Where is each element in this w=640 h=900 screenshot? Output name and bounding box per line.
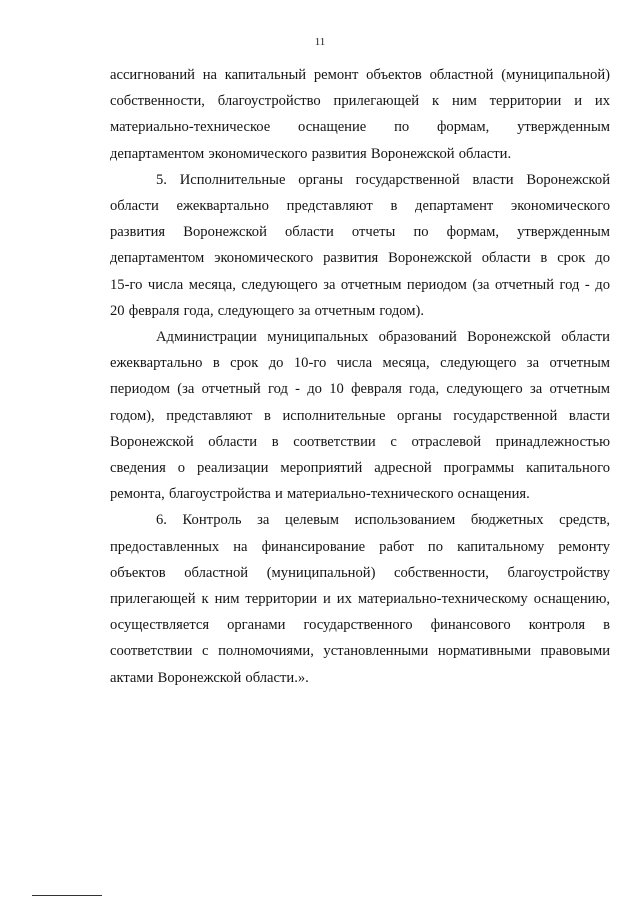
paragraph-item-6 — [110, 507, 610, 690]
text-line: осуществляется органами государственного финансового контроля в — [110, 617, 610, 634]
text-line: годом), представляют в исполнительные органы государственной власти — [110, 407, 610, 424]
text-line: 5. Исполнительные органы государственной власти Воронежской — [156, 171, 610, 188]
text-line: Воронежской области в соответствии с отраслевой принадлежностью — [110, 433, 610, 450]
text-line: предоставленных на финансирование работ по капитальному ремонту — [110, 538, 610, 555]
text-line: прилегающей к ним территории и их материально-техническому оснащению, — [110, 591, 610, 608]
footer-rule — [32, 895, 102, 896]
paragraph-continuation — [110, 62, 610, 167]
text-line: ежеквартально в срок до 10-го числа месяца, следующего за отчетным — [110, 355, 610, 372]
text-line: периодом (за отчетный год - до 10 февраля года, следующего за отчетным — [110, 381, 610, 398]
text-line: департаментом экономического развития Воронежской области в срок до — [110, 250, 610, 267]
text-line: области ежеквартально представляют в департамент экономического — [110, 198, 610, 215]
text-line: ремонта, благоустройства и материально-технического оснащения. — [110, 486, 530, 503]
page-number: 11 — [314, 36, 326, 48]
text-line: Администрации муниципальных образований Воронежской области — [156, 329, 610, 346]
text-line: сведения о реализации мероприятий адресной программы капитального — [110, 460, 610, 477]
text-line: соответствии с полномочиями, установленными нормативными правовыми — [110, 643, 610, 660]
text-line: ассигнований на капитальный ремонт объектов областной (муниципальной) — [110, 67, 610, 83]
text-line: объектов областной (муниципальной) собственности, благоустройству — [110, 564, 610, 581]
text-line: 20 февраля года, следующего за отчетным годом). — [110, 302, 425, 319]
text-line: развития Воронежской области отчеты по формам, утвержденным — [110, 224, 610, 241]
text-line: 6. Контроль за целевым использованием бюджетных средств, — [156, 512, 610, 529]
paragraph-item-5 — [110, 167, 610, 324]
text-line: материально-техническое оснащение по формам, утвержденным — [110, 119, 610, 136]
paragraph-municipal — [110, 324, 610, 507]
text-line: 15-го числа месяца, следующего за отчетным периодом (за отчетный год - до — [110, 276, 610, 293]
text-line: собственности, благоустройство прилегающей к ним территории и их — [110, 93, 610, 110]
document-body — [110, 62, 610, 691]
text-line: актами Воронежской области.». — [110, 669, 309, 686]
text-line: департаментом экономического развития Воронежской области. — [110, 145, 512, 162]
